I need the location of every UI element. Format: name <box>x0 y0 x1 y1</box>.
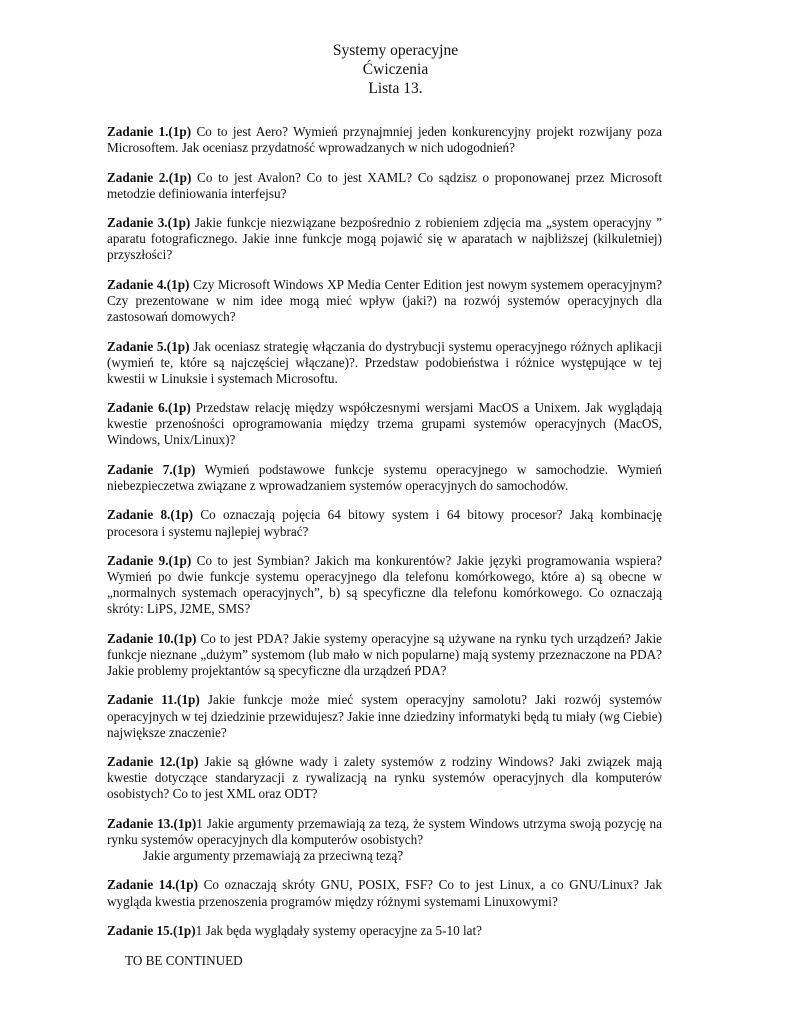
task-label: Zadanie 6.(1p) <box>107 400 191 416</box>
task-text: Jakie funkcje może mieć system operacyjny samolotu? Jaki rozwój systemów operacyjnych w tej dziedzinie przewidujesz? Jakie inne dziedziny informatyki będą tu miały (wg Ciebie) największe znaczenie? <box>107 692 662 740</box>
task-text: Co oznaczają pojęcia 64 bitowy system i 64 bitowy procesor? Jaką kombinację procesora i systemu najlepiej wybrać? <box>107 507 662 539</box>
task-continuation: Jakie argumenty przemawiają za przeciwną tezą? <box>143 847 404 863</box>
task-text: Co to jest Avalon? Co to jest XAML? Co sądzisz o proponowanej przez Microsoft metodzie definiowania interfejsu? <box>107 169 662 201</box>
document-header <box>0 41 791 98</box>
task-label: Zadanie 11.(1p) <box>107 692 200 708</box>
task-label: Zadanie 8.(1p) <box>107 507 194 523</box>
task-label: Zadanie 4.(1p) <box>107 276 190 292</box>
task-2 <box>107 170 662 202</box>
course-subtitle: Ćwiczenia <box>362 61 429 78</box>
list-number: Lista 13. <box>368 80 423 97</box>
task-9 <box>107 553 662 617</box>
task-label: Zadanie 9.(1p) <box>107 553 192 568</box>
task-text: Przedstaw relację między współczesnymi wersjami MacOS a Unixem. Jak wyglądają kwestie przenośności oprogramowania między trzema grupami systemów operacyjnych (MacOS, Windows, Unix/Linux)? <box>107 400 662 448</box>
task-label: Zadanie 5.(1p) <box>107 338 190 354</box>
task-label: Zadanie 7.(1p) <box>107 461 196 477</box>
task-12 <box>107 754 662 802</box>
task-text: 1 Jak będa wyglądały systemy operacyjne za 5-10 lat? <box>195 923 483 939</box>
task-text: 1 Jakie argumenty przemawiają za tezą, że system Windows utrzyma swoją pozycję na rynku systemów operacyjnych dla komputerów osobistych? <box>107 815 662 847</box>
task-4 <box>107 277 662 325</box>
task-1 <box>107 124 662 156</box>
task-10 <box>107 631 662 679</box>
task-label: Zadanie 3.(1p) <box>107 215 191 231</box>
task-5 <box>107 339 662 387</box>
task-text: Co to jest Aero? Wymień przynajmniej jeden konkurencyjny projekt rozwijany poza Microsoftem. Jak oceniasz przydatność wprowadzanych w nich udogodnień? <box>107 124 662 156</box>
task-label: Zadanie 15.(1p) <box>107 923 196 939</box>
task-text: Jak oceniasz strategię włączania do dystrybucji systemu operacyjnego różnych aplikacji (wymień te, które są najczęściej włączane)?. Przedstaw podobieństwa i różnice występujące w tej kwestii w Linuksie i systemach Microsoftu. <box>107 338 663 386</box>
task-label: Zadanie 14.(1p) <box>107 877 198 893</box>
continued-note: TO BE CONTINUED <box>125 952 243 968</box>
task-text: Jakie funkcje niezwiązane bezpośrednio z robieniem zdjęcia ma „system operacyjny ” aparatu fotograficznego. Jakie inne funkcje mogą pojawić się w aparatach w najbliższej (kilkuletniej) przyszłości? <box>107 215 662 263</box>
task-6 <box>107 400 662 448</box>
task-text: Wymień podstawowe funkcje systemu operacyjnego w samochodzie. Wymień niebezpieczetwa związane z wprowadzaniem systemów operacyjnych do samochodów. <box>107 461 662 493</box>
task-list <box>107 124 662 982</box>
task-text: Jakie są główne wady i zalety systemów z rodziny Windows? Jaki związek mają kwestie dotyczące standaryzacji z rywalizacją na rynku systemów operacyjnych dla komputerów osobistych? Co to jest XML oraz ODT? <box>107 754 662 802</box>
task-3 <box>107 215 662 263</box>
task-text: Co to jest Symbian? Jakich ma konkurentów? Jakie języki programowania wspiera? Wymień po dwie funkcje systemu operacyjnego dla telefonu komórkowego, które a) są obecne w „normalnych systemach operacyjnych”, b) są specyficzne dla telefonu komórkowego. Co oznaczają skróty: LiPS, J2ME, SMS? <box>107 553 662 617</box>
task-text: Co oznaczają skróty GNU, POSIX, FSF? Co to jest Linux, a co GNU/Linux? Jak wygląda kwestia przenoszenia programów między różnymi systemami Linuxowymi? <box>107 877 662 909</box>
task-label: Zadanie 13.(1p) <box>107 815 197 831</box>
task-11 <box>107 692 662 740</box>
task-text: Czy Microsoft Windows XP Media Center Edition jest nowym systemem operacyjnym? Czy prezentowane w nim idee mogą mieć wpływ (jaki?) na rozwój systemów operacyjnych dla zastosowań domowych? <box>107 276 662 325</box>
task-7 <box>107 462 662 494</box>
task-label: Zadanie 2.(1p) <box>107 169 192 185</box>
task-14 <box>107 877 662 909</box>
course-title: Systemy operacyjne <box>332 42 459 59</box>
task-label: Zadanie 12.(1p) <box>107 754 199 770</box>
task-15 <box>107 923 662 939</box>
task-label: Zadanie 10.(1p) <box>107 630 197 646</box>
task-8 <box>107 507 662 539</box>
task-13 <box>107 816 662 864</box>
task-text: Co to jest PDA? Jakie systemy operacyjne są używane na rynku tych urządzeń? Jakie funkcje nieznane „dużym” systemom (lub mało w nich popularne) mają systemy przeznaczone na PDA? Jakie problemy projektantów są specyficzne dla urządzeń PDA? <box>107 630 662 678</box>
task-label: Zadanie 1.(1p) <box>107 124 192 139</box>
